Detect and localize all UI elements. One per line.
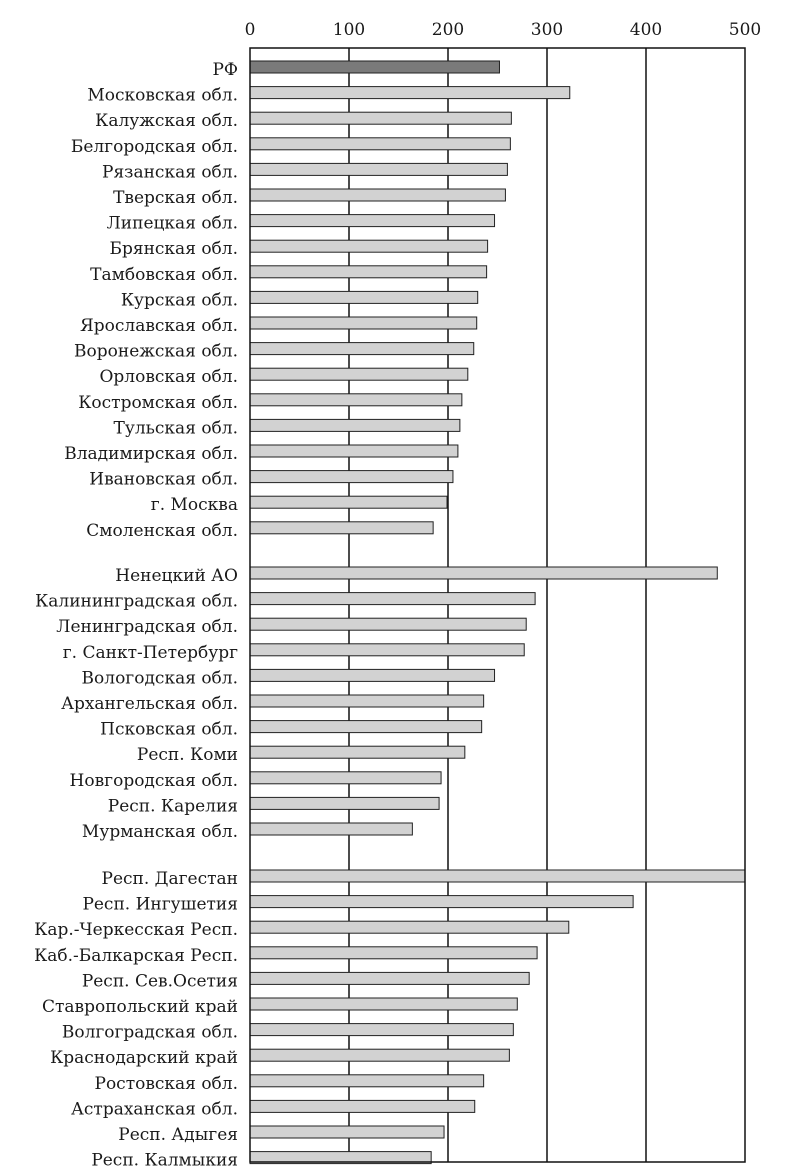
- category-label: Ивановская обл.: [89, 469, 238, 490]
- x-tick-label: 400: [629, 20, 663, 40]
- category-label: Ростовская обл.: [94, 1073, 238, 1094]
- category-label: Респ. Сев.Осетия: [81, 971, 238, 992]
- category-label: Респ. Карелия: [107, 796, 238, 817]
- category-label: Новгородская обл.: [69, 770, 238, 791]
- bar: [250, 343, 474, 355]
- category-label: Волгоградская обл.: [61, 1022, 238, 1043]
- bar: [250, 368, 468, 380]
- category-label: Краснодарский край: [50, 1048, 238, 1069]
- category-label: Псковская обл.: [100, 719, 238, 740]
- category-label: Респ. Коми: [136, 745, 238, 766]
- category-label: Тульская обл.: [113, 418, 238, 439]
- bar: [250, 593, 535, 605]
- category-label: Мурманская обл.: [81, 822, 238, 842]
- x-tick-label: 200: [431, 20, 465, 40]
- bar: [250, 445, 458, 457]
- bar: [250, 138, 510, 150]
- category-label: Кар.-Черкесская Респ.: [34, 920, 238, 941]
- category-label: Рязанская обл.: [102, 162, 238, 183]
- bar: [250, 797, 439, 809]
- bar: [250, 1126, 444, 1138]
- category-label: Ленинградская обл.: [56, 617, 238, 638]
- category-label: Московская обл.: [87, 85, 238, 106]
- bar: [250, 721, 482, 733]
- bar: [250, 163, 507, 175]
- category-label: Владимирская обл.: [64, 444, 238, 464]
- bar: [250, 972, 529, 984]
- bar: [250, 870, 745, 882]
- category-label: Респ. Ингушетия: [82, 894, 238, 915]
- bar: [250, 496, 447, 508]
- category-label: Костромская обл.: [78, 392, 238, 413]
- bar: [250, 522, 433, 534]
- category-label: Каб.-Балкарская Респ.: [34, 945, 238, 966]
- bar: [250, 87, 570, 99]
- bar: [250, 189, 505, 201]
- category-label: Курская обл.: [120, 290, 238, 311]
- bar: [250, 266, 487, 278]
- category-labels: [34, 60, 238, 1171]
- bar: [250, 1100, 475, 1112]
- bars-layer: [250, 61, 745, 1164]
- category-label: Ненецкий АО: [115, 566, 238, 586]
- bar: [250, 896, 633, 908]
- bar: [250, 695, 484, 707]
- x-tick-labels: [245, 20, 762, 40]
- bar: [250, 618, 526, 630]
- bar: [250, 471, 453, 483]
- category-label: г. Москва: [150, 495, 238, 516]
- category-label: Респ. Адыгея: [118, 1125, 238, 1145]
- bar: [250, 1024, 513, 1036]
- x-tick-label: 500: [728, 20, 762, 40]
- x-tick-label: 100: [332, 20, 366, 40]
- category-label: Тамбовская обл.: [90, 264, 238, 285]
- bar: [250, 998, 517, 1010]
- category-label: Калининградская обл.: [35, 591, 238, 612]
- bar: [250, 1075, 484, 1087]
- category-label: Воронежская обл.: [74, 341, 238, 362]
- bar: [250, 746, 465, 758]
- bar: [250, 644, 524, 656]
- category-label: Смоленская обл.: [86, 520, 238, 541]
- category-label: РФ: [212, 60, 238, 80]
- bar: [250, 823, 412, 835]
- category-label: Астраханская обл.: [71, 1099, 238, 1120]
- category-label: Архангельская обл.: [61, 694, 238, 714]
- category-label: г. Санкт-Петербург: [62, 642, 238, 663]
- category-label: Калужская обл.: [95, 111, 238, 132]
- bar: [250, 567, 717, 579]
- bar: [250, 61, 499, 73]
- bar: [250, 394, 462, 406]
- category-label: Вологодская обл.: [81, 668, 238, 689]
- bar: [250, 921, 569, 933]
- category-label: Белгородская обл.: [70, 136, 238, 157]
- bar: [250, 317, 477, 329]
- x-tick-label: 0: [244, 20, 256, 40]
- category-label: Липецкая обл.: [106, 213, 238, 234]
- bar: [250, 112, 511, 124]
- category-label: Брянская обл.: [109, 239, 238, 260]
- category-label: Респ. Калмыкия: [91, 1150, 238, 1171]
- bar: [250, 772, 441, 784]
- bar: [250, 1049, 509, 1061]
- bar: [250, 947, 537, 959]
- category-label: Тверская обл.: [113, 188, 238, 208]
- bar: [250, 240, 488, 252]
- x-tick-label: 300: [530, 20, 564, 40]
- bar: [250, 419, 460, 431]
- category-label: Респ. Дагестан: [101, 869, 238, 889]
- bar: [250, 215, 495, 227]
- category-label: Ярославская обл.: [80, 316, 238, 336]
- category-label: Орловская обл.: [99, 367, 238, 388]
- category-label: Ставропольский край: [41, 997, 238, 1017]
- bar: [250, 669, 495, 681]
- bar: [250, 291, 478, 303]
